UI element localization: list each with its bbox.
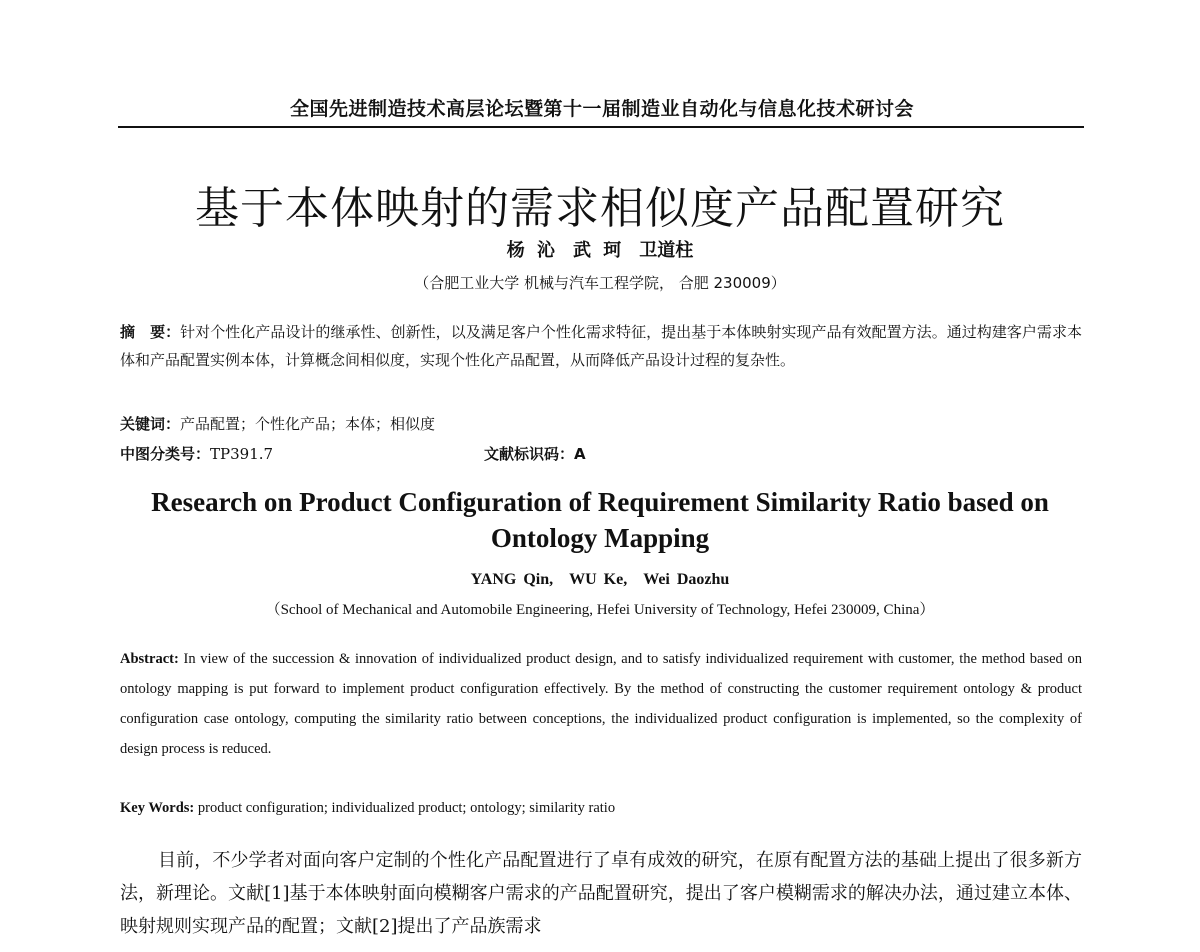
abstract-zh-label: 摘 要：: [120, 323, 181, 341]
doc-code-value: A: [574, 445, 586, 463]
keywords-en: [120, 796, 1082, 820]
keywords-en-text: product configuration; individualized product; ontology; similarity ratio: [194, 800, 616, 816]
classification-line: [120, 442, 1082, 466]
clc-value: TP391.7: [210, 445, 274, 463]
affiliation-zh: （合肥工业大学 机械与汽车工程学院， 合肥 230009）: [414, 274, 786, 292]
keywords-zh-label: 关键词：: [120, 415, 181, 433]
authors-en: YANG Qin, WU Ke, Wei Daozhu: [470, 571, 730, 588]
abstract-en-label: Abstract:: [120, 651, 179, 667]
header-rule: [118, 126, 1084, 128]
keywords-en-label: Key Words:: [120, 800, 195, 816]
paper-title-en: Research on Product Configuration of Requirement Similarity Ratio based on Ontology Mapping: [151, 487, 1049, 553]
conference-header: 全国先进制造技术高层论坛暨第十一届制造业自动化与信息化技术研讨会: [289, 98, 914, 120]
abstract-zh-text: 针对个性化产品设计的继承性、创新性，以及满足客户个性化需求特征，提出基于本体映射实现产品有效配置方法。通过构建客户需求本体和产品配置实例本体，计算概念间相似度，实现个性化产品配置，从而降低产品设计过程的复杂性。: [120, 323, 1082, 369]
keywords-zh-text: 产品配置；个性化产品；本体；相似度: [180, 415, 436, 433]
doc-code-label: 文献标识码：: [484, 445, 575, 463]
affiliation-en: （School of Mechanical and Automobile Engineering, Hefei University of Technology, Hefei 230009, China）: [265, 602, 935, 618]
paper-title-zh: 基于本体映射的需求相似度产品配置研究: [195, 183, 1005, 234]
abstract-zh: [120, 318, 1082, 374]
authors-zh: 杨 沁 武 珂 卫道柱: [506, 240, 694, 261]
clc-label: 中图分类号：: [120, 445, 211, 463]
keywords-zh: [120, 412, 1082, 436]
body-paragraph: 目前，不少学者对面向客户定制的个性化产品配置进行了卓有成效的研究，在原有配置方法的基础上提出了很多新方法，新理论。文献[1]基于本体映射面向模糊客户需求的产品配置研究，提出了客户模糊需求的解决办法，通过建立本体、映射规则实现产品的配置；文献[2]提出了产品族需求: [120, 850, 1082, 937]
abstract-en-text: In view of the succession & innovation of individualized product design, and to satisfy individualized requirement with customer, the method based on ontology mapping is put forward to implement product configuration effectively. By the method of constructing the customer requirement ontology & product configuration case ontology, computing the similarity ratio between conceptions, the individualized product configuration is implemented, so the complexity of design process is reduced.: [120, 651, 1082, 757]
doc-code: [484, 442, 586, 466]
abstract-en: [120, 644, 1082, 764]
